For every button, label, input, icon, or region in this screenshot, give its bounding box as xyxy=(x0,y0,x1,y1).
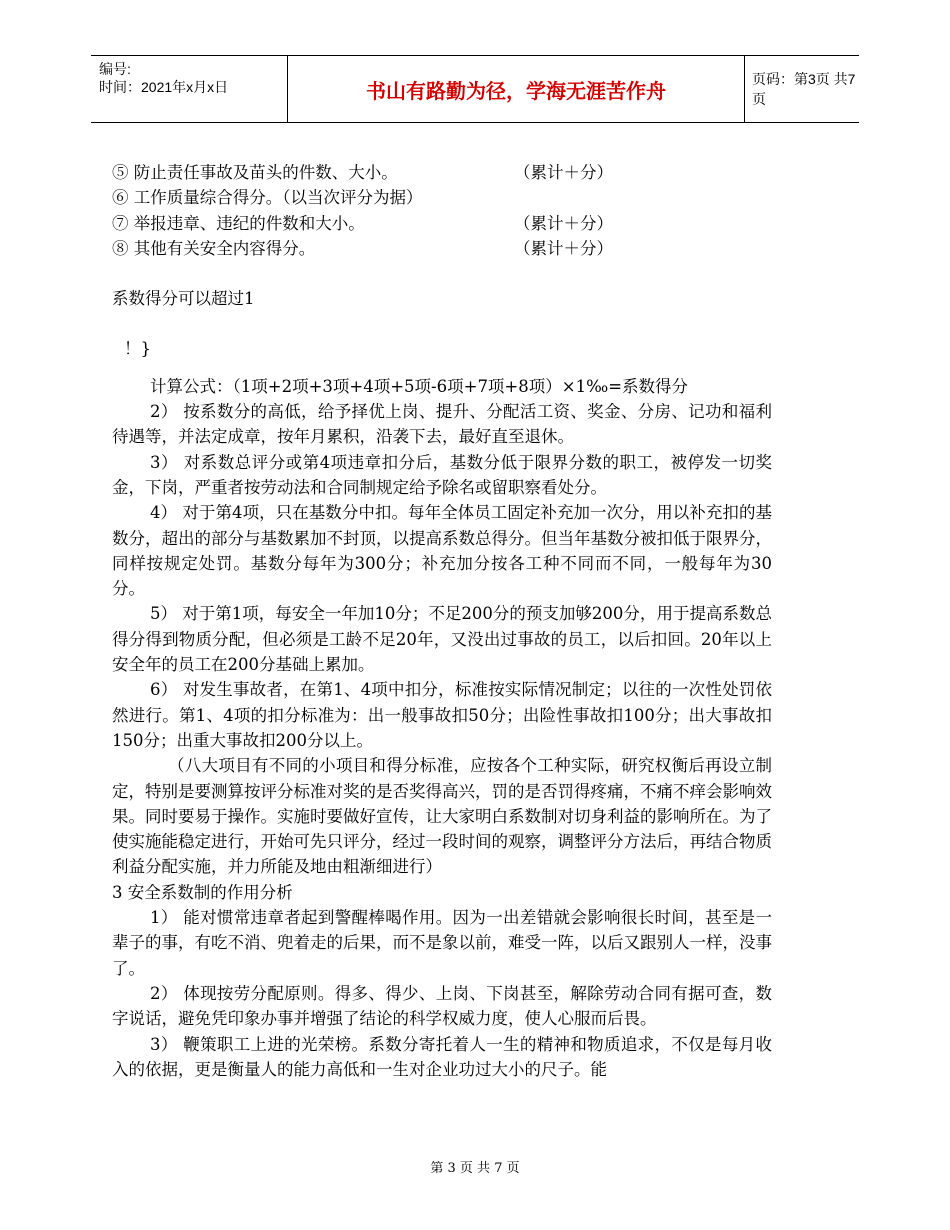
list-item: ⑤ 防止责任事故及苗头的件数、大小。 （累计＋分） xyxy=(112,163,613,182)
page-footer: 第 3 页 共 7 页 xyxy=(430,1161,520,1176)
paragraph: 2） 体现按劳分配原则。得多、得少、上岗、下岗甚至，解除劳动合同有据可查，数字说话，避免凭印象办事并增强了结论的科学权威力度，使人心服而后畏。 xyxy=(112,983,772,1029)
paragraph: 5） 对于第1项，每安全一年加10分；不足200分的预支加够200分，用于提高系数总得分得到物质分配，但必须是工龄不足20年，又没出过事故的员工，以后扣回。20年以上安全年的员工在200分基础上累加。 xyxy=(112,604,772,675)
list-item: ⑥ 工作质量综合得分。（以当次评分为据） xyxy=(112,188,423,208)
header-motto: 书山有路勤为径，学海无涯苦作舟 xyxy=(287,56,745,122)
coefficient-note: 系数得分可以超过1 xyxy=(112,289,255,309)
page-header xyxy=(91,55,859,123)
paragraph: 3） 鞭策职工上进的光荣榜。系数分寄托着人一生的精神和物质追求，不仅是每月收入的依据，更是衡量人的能力高低和一生对企业功过大小的尺子。能 xyxy=(112,1034,772,1079)
paragraph: 4） 对于第4项，只在基数分中扣。每年全体员工固定补充加一次分，用以补充扣的基数分，超出的部分与基数累加不封顶，以提高系数总得分。但当年基数分被扣低于限界分，同样按规定处罚。基数分每年为300分；补充加分按各工种不同而不同，一般每年为30分。 xyxy=(112,503,772,599)
document-time-label: 时间：2021年x月x日 xyxy=(99,79,229,95)
section-title: 3 安全系数制的作用分析 xyxy=(112,882,293,902)
list-item: ⑧ 其他有关安全内容得分。 （累计＋分） xyxy=(112,238,613,258)
header-page-info: 页码：第3页 共7页 xyxy=(752,71,856,107)
list-item: ⑦ 举报违章、违纪的件数和大小。 （累计＋分） xyxy=(112,213,613,233)
paragraph: 2） 按系数分的高低，给予择优上岗、提升、分配活工资、奖金、分房、记功和福利待遇等，并法定成章，按年月累积，沿袭下去，最好直至退休。 xyxy=(112,402,772,447)
note-paragraph: （八大项目有不同的小项目和得分标准，应按各个工种实际，研究权衡后再设立制定，特别是要测算按评分标准对奖的是否奖得高兴，罚的是否罚得疼痛，不痛不痒会影响效果。同时要易于操作。实施时要做好宣传，让大家明白系数制对切身利益的影响所在。为了使实施能稳定进行，开始可先只评分，经过一段时间的观察，调整评分方法后，再结合物质利益分配实施，并力所能及地由粗渐细进行） xyxy=(112,756,772,877)
paragraph: 6） 对发生事故者，在第1、4项中扣分，标准按实际情况制定；以往的一次性处罚依然进行。第1、4项的扣分标准为：出一般事故扣50分；出险性事故扣100分；出大事故扣150分；出重大事故扣200分以上。 xyxy=(112,680,772,750)
document-body xyxy=(112,160,772,1082)
document-number-label: 编号: xyxy=(99,61,131,77)
stray-mark: ！} xyxy=(124,339,151,359)
formula: 计算公式：（1项+2项+3项+4项+5项-6项+7项+8项）×1‰=系数得分 xyxy=(150,376,689,396)
paragraph: 1） 能对惯常违章者起到警醒棒喝作用。因为一出差错就会影响很长时间，甚至是一辈子的事，有吃不消、兜着走的后果，而不是象以前，难受一阵，以后又跟别人一样，没事了。 xyxy=(112,908,772,978)
paragraph: 3） 对系数总评分或第4项违章扣分后，基数分低于限界分数的职工，被停发一切奖金，下岗，严重者按劳动法和合同制规定给予除名或留职察看处分。 xyxy=(112,452,772,497)
header-meta xyxy=(91,56,287,122)
